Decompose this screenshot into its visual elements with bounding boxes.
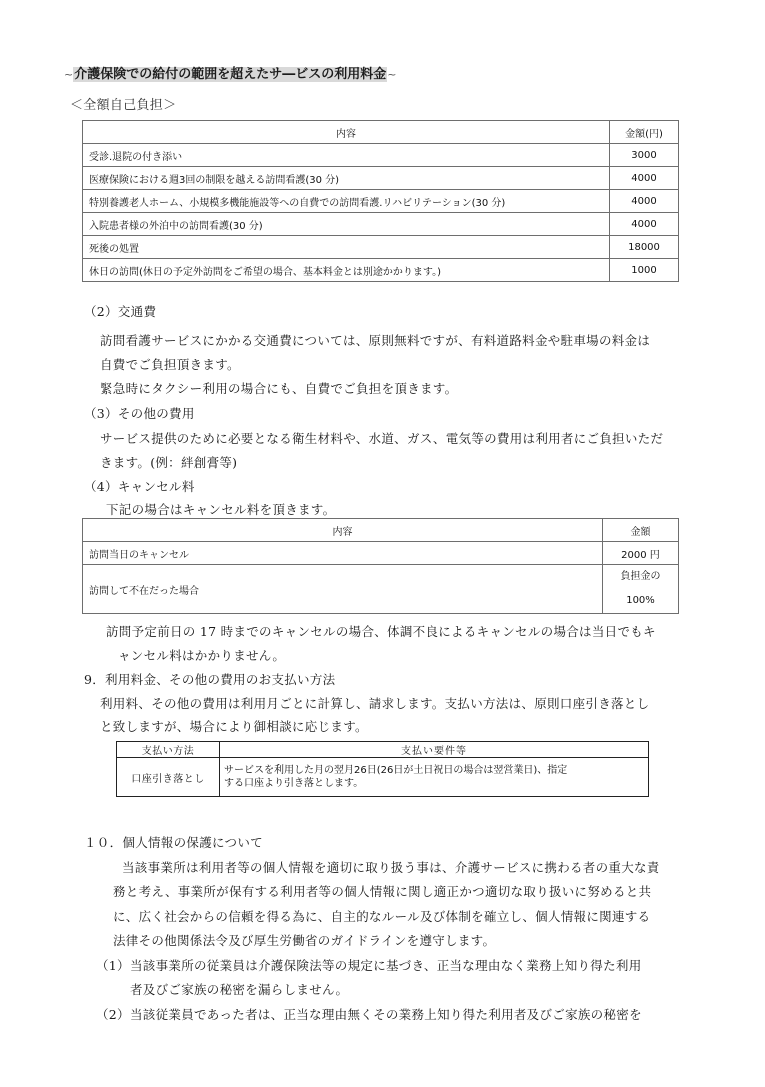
row-amount: 18000 [610, 236, 679, 259]
row-amount: 3000 [610, 144, 679, 167]
table-row [83, 144, 679, 167]
table-row [83, 167, 679, 190]
section10-line: に、広く社会からの信頼を得る為に、自主的なルール及び体制を確立し、個人情報に関連する [113, 909, 651, 924]
title-suffix: ~ [387, 68, 397, 81]
payment-table [116, 741, 649, 797]
row-content: 受診.退院の付き添い [83, 144, 610, 167]
section10-item-line: 当該事業所の従業員は介護保険法等の規定に基づき、正当な理由なく業務上知り得た利用 [130, 958, 642, 973]
section-title [64, 63, 396, 82]
cancel-note-line: ャンセル料はかかりません。 [118, 648, 286, 663]
cancel-note-line: 訪問予定前日の 17 時までのキャンセルの場合、体調不良によるキャンセルの場合は当日でもキ [106, 624, 656, 639]
table-header-row [117, 742, 649, 758]
header-method: 支払い方法 [117, 742, 220, 758]
section9-line: と致しますが、場合により御相談に応じます。 [100, 719, 368, 734]
header-amount: 金額(円) [610, 121, 679, 144]
header-terms: 支払い要件等 [220, 742, 649, 758]
table-row [83, 259, 679, 282]
transport-line: 自費でご負担頂きます。 [100, 357, 240, 372]
row-method: 口座引き落とし [117, 758, 220, 797]
row-amount-line: 100% [626, 595, 655, 606]
table-row [83, 236, 679, 259]
section10-item-number: （2） [96, 1007, 130, 1022]
row-content: 訪問して不在だった場合 [83, 565, 603, 614]
header-content: 内容 [83, 121, 610, 144]
row-amount-line: 負担金の [620, 571, 661, 582]
row-content: 訪問当日のキャンセル [83, 542, 603, 565]
title-prefix: ~ [64, 68, 74, 81]
other-costs-line: きます。(例：絆創膏等) [100, 455, 238, 470]
transport-heading: （2）交通費 [84, 304, 157, 319]
section10-item-line: 当該従業員であった者は、正当な理由無くその業務上知り得た利用者及びご家族の秘密を [130, 1007, 642, 1022]
row-terms-line: サービスを利用した月の翌月26日(26日が土日祝日の場合は翌営業日)、指定 [224, 765, 568, 776]
table-row [83, 213, 679, 236]
row-terms-line: する口座より引き落とします。 [224, 778, 364, 789]
table-row [83, 565, 679, 614]
row-amount: 4000 [610, 213, 679, 236]
table-row [83, 190, 679, 213]
transport-line: 訪問看護サービスにかかる交通費については、原則無料ですが、有料道路料金や駐車場の料金は [100, 333, 651, 348]
row-amount: 4000 [610, 190, 679, 213]
other-costs-heading: （3）その他の費用 [84, 406, 195, 421]
cancel-heading: （4）キャンセル料 [84, 479, 195, 494]
table-header-row [83, 519, 679, 542]
section10-item-line: 者及びご家族の秘密を漏らしません。 [130, 982, 349, 997]
row-amount: 4000 [610, 167, 679, 190]
section9-heading: 9．利用料金、その他の費用のお支払い方法 [84, 672, 336, 687]
other-costs-line: サービス提供のために必要となる衛生材料や、水道、ガス、電気等の費用は利用者にご負担いただ [100, 431, 664, 446]
transport-line: 緊急時にタクシー利用の場合にも、自費でご負担を頂きます。 [100, 381, 458, 396]
row-content: 死後の処置 [83, 236, 610, 259]
fee-table [82, 120, 679, 282]
row-amount: 2000 円 [603, 542, 679, 565]
row-content: 休日の訪問(休日の予定外訪問をご希望の場合、基本料金とは別途かかります。) [83, 259, 610, 282]
header-amount: 金額 [603, 519, 679, 542]
section10-item-number: （1） [96, 958, 130, 973]
cancel-intro: 下記の場合はキャンセル料を頂きます。 [106, 502, 336, 517]
row-content: 医療保険における週3回の制限を越える訪問看護(30 分) [83, 167, 610, 190]
subtitle: ＜全額自己負担＞ [70, 98, 177, 113]
section10-line: 法律その他関係法令及び厚生労働省のガイドラインを遵守します。 [113, 933, 496, 948]
section10-heading: １０．個人情報の保護について [84, 835, 263, 850]
row-content: 入院患者様の外泊中の訪問看護(30 分) [83, 213, 610, 236]
row-amount [603, 565, 679, 614]
title-text: 介護保険での給付の範囲を超えたサ―ビスの利用料金 [74, 67, 387, 82]
table-row [117, 758, 649, 797]
table-header-row [83, 121, 679, 144]
section9-line: 利用料、その他の費用は利用月ごとに計算し、請求します。支払い方法は、原則口座引き落とし [100, 696, 650, 711]
row-amount: 1000 [610, 259, 679, 282]
section10-line: 務と考え、事業所が保有する利用者等の個人情報に関し適正かつ適切な取り扱いに努めると共 [113, 884, 652, 899]
cancel-table [82, 518, 679, 614]
section10-line: 当該事業所は利用者等の個人情報を適切に取り扱う事は、介護サービスに携わる者の重大な責 [122, 860, 660, 875]
row-terms [220, 758, 649, 797]
row-content: 特別養護老人ホーム、小規模多機能施設等への自費での訪問看護.リハビリテーション(30 分) [83, 190, 610, 213]
header-content: 内容 [83, 519, 603, 542]
table-row [83, 542, 679, 565]
